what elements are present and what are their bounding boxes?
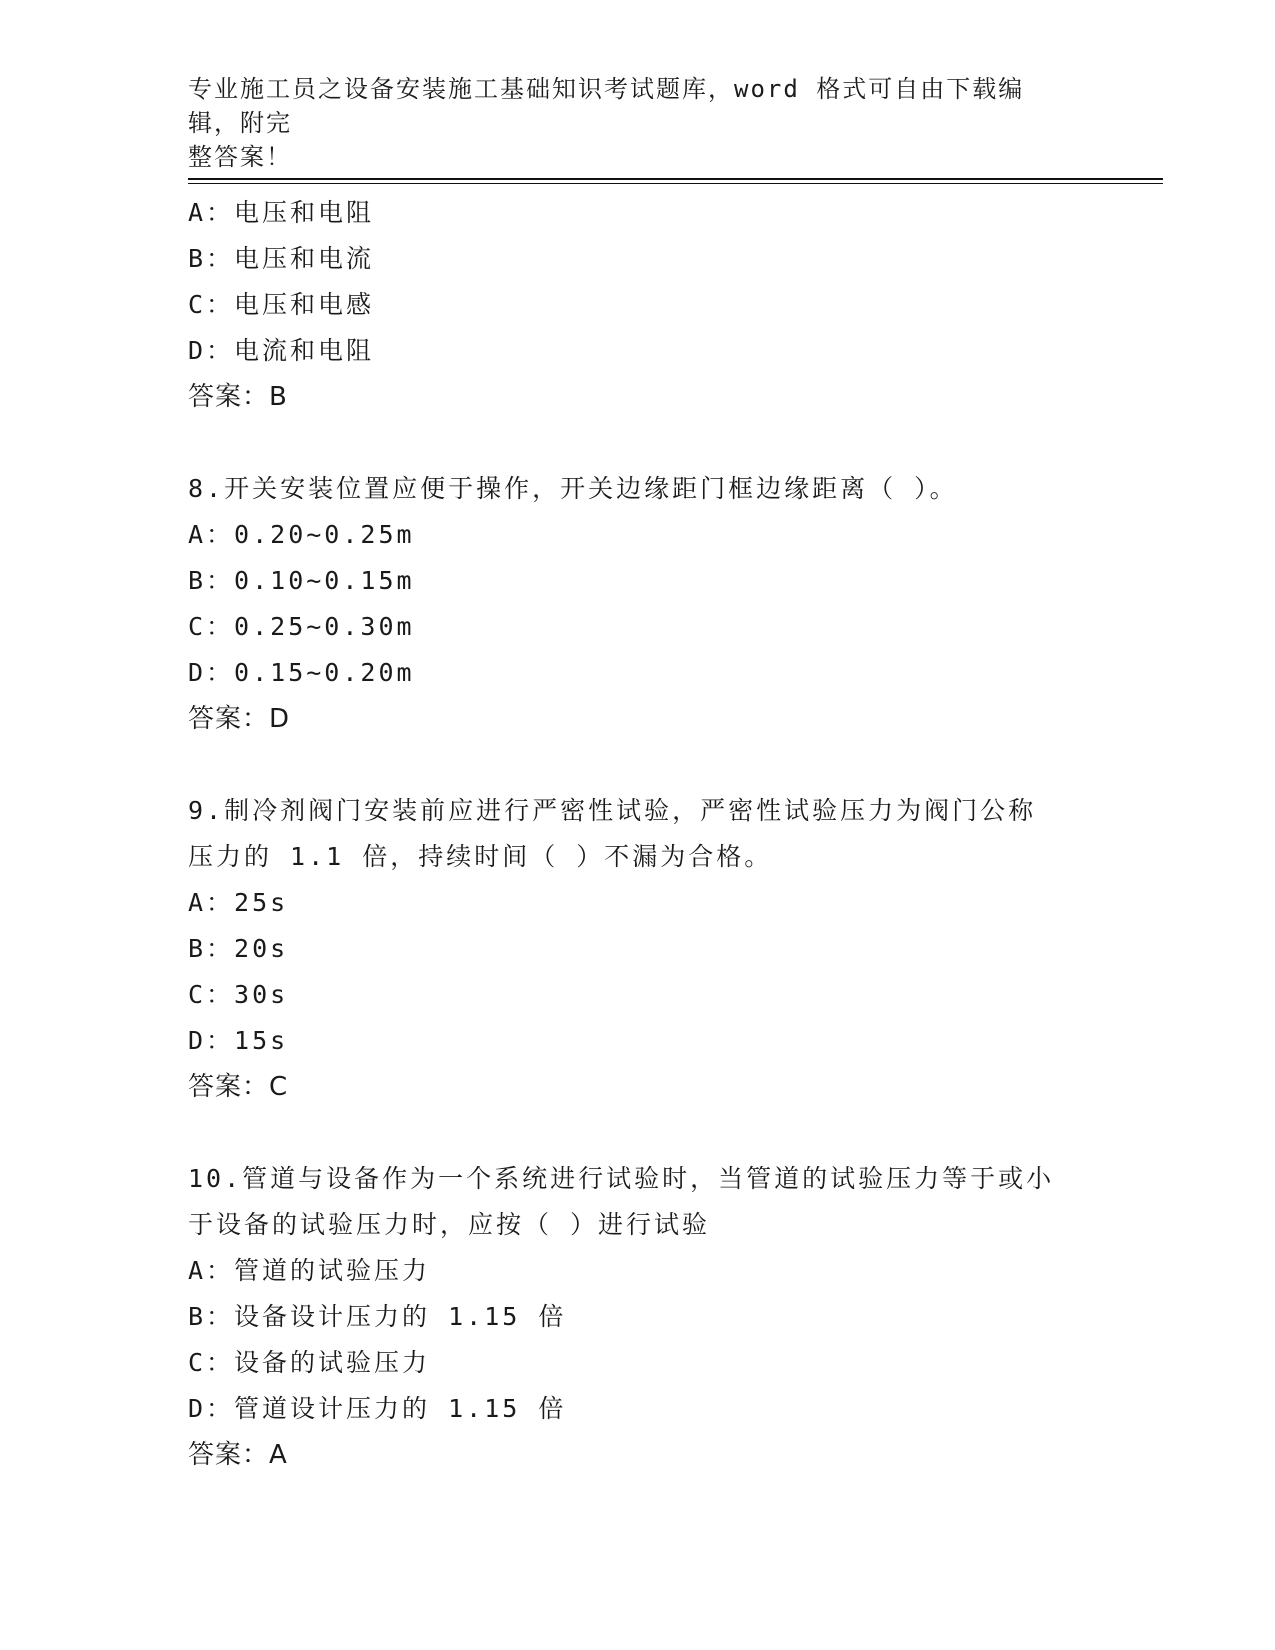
question-stem: 8.开关安装位置应便于操作，开关边缘距门框边缘距离（ ）。: [188, 474, 958, 503]
question-stem-cont: 于设备的试验压力时，应按（ ）进行试验: [188, 1210, 711, 1239]
header-line-1: 专业施工员之设备安装施工基础知识考试题库，word 格式可自由下载编辑，附完: [188, 75, 1025, 137]
option-d: D：管道设计压力的 1.15 倍: [188, 1394, 567, 1423]
option-a: A：管道的试验压力: [188, 1256, 431, 1285]
option-a: A：0.20~0.25m: [188, 520, 415, 549]
question-7: [188, 190, 1088, 420]
option-d: D：电流和电阻: [188, 336, 375, 365]
option-b: B：20s: [188, 934, 289, 963]
header-line-2: 整答案！: [188, 143, 292, 171]
option-c: C：电压和电感: [188, 290, 375, 319]
question-10: [188, 1156, 1088, 1478]
answer-line: 答案：D: [188, 704, 291, 734]
option-c: C：0.25~0.30m: [188, 612, 415, 641]
option-d: D：0.15~0.20m: [188, 658, 415, 687]
option-c: C：30s: [188, 980, 289, 1009]
header-rule-thin: [188, 183, 1163, 184]
option-d: D：15s: [188, 1026, 289, 1055]
question-9: [188, 788, 1088, 1110]
answer-line: 答案：C: [188, 1072, 289, 1102]
answer-line: 答案：A: [188, 1440, 288, 1470]
header-rule-thick: [188, 178, 1163, 180]
option-b: B：设备设计压力的 1.15 倍: [188, 1302, 567, 1331]
option-c: C：设备的试验压力: [188, 1348, 431, 1377]
document-body: [188, 190, 1088, 1478]
option-a: A：25s: [188, 888, 289, 917]
question-stem: 10.管道与设备作为一个系统进行试验时，当管道的试验压力等于或小: [188, 1164, 1055, 1193]
question-stem-cont: 压力的 1.1 倍，持续时间（ ）不漏为合格。: [188, 842, 773, 871]
question-stem: 9.制冷剂阀门安装前应进行严密性试验，严密性试验压力为阀门公称: [188, 796, 1037, 825]
option-b: B：0.10~0.15m: [188, 566, 415, 595]
answer-line: 答案：B: [188, 382, 288, 412]
option-b: B：电压和电流: [188, 244, 375, 273]
question-8: [188, 466, 1088, 742]
option-a: A：电压和电阻: [188, 198, 375, 227]
document-header: [188, 72, 1068, 174]
